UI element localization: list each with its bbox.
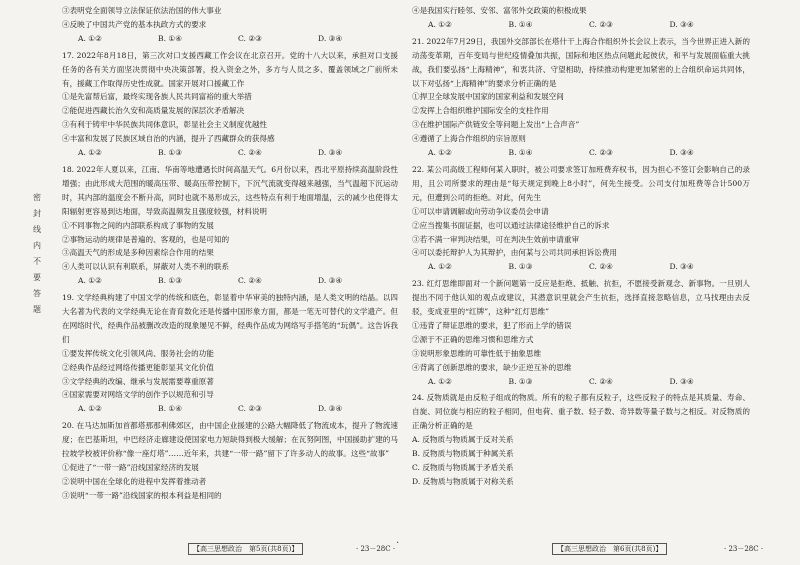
- answer-option: D. ③④: [318, 33, 343, 43]
- answer-option: C. ②③: [238, 33, 262, 43]
- left-text-line: 17. 2022年8月18日，第三次对口支援西藏工作会议在北京召开。党的十八大以来，承担对口支援任务的各有关方面坚决贯彻中央决策部署，投入资金之外，多方与人员之多、覆盖领域之广前所未有，援藏工作取得历史性成就。国家开展对口援藏工作: [62, 50, 398, 88]
- right-text-line: D. 反物质与物质属于对称关系: [412, 476, 514, 486]
- answer-option: D. ③④: [318, 404, 343, 414]
- answer-option: B. ①③: [158, 276, 183, 286]
- answer-option: C. ②③: [238, 404, 262, 414]
- left-text-line: 20. 在马达加斯加首都塔那那利佛郊区，由中国企业援建的公路大幅降低了物流成本，提升了物流速度；在巴基斯坦，中巴经济走廊建设使国家电力短缺得到极大缓解；在瓦努阿图，中国援助扩建的马拉坡学校被评价称“像一座灯塔”……近年来，共建“一带一路”留下了许多动人的故事。这些“故事”: [62, 421, 398, 459]
- right-column: [412, 4, 750, 489]
- right-text-line: ①捍卫全球发展中国家的国家利益和发展空间: [412, 92, 564, 102]
- binding-char: 密: [33, 193, 41, 202]
- right-text-line: ②源于不正确的思维习惯和思维方式: [412, 334, 534, 344]
- answer-option: D. ③④: [318, 276, 343, 286]
- binding-margin-text: [30, 190, 44, 318]
- right-text-line: ①可以申请调解或向劳动争议委员会申请: [412, 206, 549, 216]
- answer-option: B. ①④: [508, 148, 533, 158]
- left-text-line: ②事物运动的规律是普遍的、客观的，也是可知的: [62, 234, 230, 244]
- answer-option: B. ①③: [508, 262, 533, 272]
- left-text-line: ③文学经典的改编、继承与发展需要尊重原著: [62, 376, 214, 386]
- right-text-line: 24. 反物质就是由反粒子组成的物质。所有的粒子都有反粒子，这些反粒子的特点是其质量、寿命、自旋、同位旋与相应的粒子相同，但电荷、重子数、轻子数、奇异数等量子数与之相反。对反物质的正确分析正确的是: [412, 393, 750, 431]
- left-text-line: ④反映了中国共产党的基本执政方式的要求: [62, 19, 207, 29]
- answer-options: [62, 32, 398, 46]
- answer-option: A. ①②: [78, 404, 102, 414]
- answer-option: A. ①②: [428, 262, 452, 272]
- answer-option: B. ①③: [508, 376, 533, 386]
- answer-option: B. ①④: [158, 33, 183, 43]
- left-text-line: ②经典作品经过网络传播更能彰显其文化价值: [62, 362, 214, 372]
- left-text-line: ①不同事物之间的内部联系构成了事物的发展: [62, 220, 214, 230]
- answer-option: D. ③④: [318, 148, 343, 158]
- right-text-line: ④是我国实行睦邻、安邻、富邻外交政策的积极成果: [412, 6, 587, 15]
- right-text-line: A. 反物质与物质属于反对关系: [412, 435, 514, 445]
- left-text-line: 18. 2022年人夏以来，江南、华南等地遭遇长时间高温天气。6月份以来，西北平原持续高温阶段性增强；由此形成大范围的暖高压带、暖高压带控制下，下沉气流就变得越来越强，当气温超下沉运动时，其内部的温度会不断升高，同时也就不易形成云，这些特点有利于地面增温，云的减少也使得太阳辐射更容易到达地面，导致高温频发且强度较强，材料说明: [62, 164, 398, 216]
- answer-option: D. ③④: [669, 148, 694, 158]
- right-text-line: 22. 某公司高级工程师何某入职时，被公司要求签订加班费弃权书，因为担心不签订会影响自己的录用，且公司所要求的理由是“每天规定到晚上8小时”，何先生接受。公司支付加班费等合计500万元，但遭到公司的拒绝。对此，何先生: [412, 164, 750, 202]
- footer-left: [188, 544, 303, 554]
- page-label-right: 【高三思想政治 第6页(共8页)】: [552, 543, 667, 555]
- right-text-line: ④背离了创新思维的要求，缺少正逆互补的思维: [412, 362, 572, 372]
- center-fold-mark: ·: [396, 538, 400, 549]
- left-text-line: ①促进了“一带一路”沿线国家经济的发展: [62, 463, 199, 472]
- binding-char: 封: [33, 209, 41, 218]
- right-text-line: ①违背了辩证思维的要求，犯了形而上学的错误: [412, 320, 572, 330]
- left-text-line: ③高温天气的形成是多种因素综合作用的结果: [62, 248, 214, 258]
- answer-options: [62, 274, 398, 288]
- left-text-line: ④人类可以认识有利联系，屏蔽对人类不利的联系: [62, 262, 230, 272]
- answer-option: C. ②④: [238, 276, 262, 286]
- answer-option: A. ①②: [78, 148, 102, 158]
- answer-options: [412, 260, 750, 274]
- left-text-line: ③有利于铸牢中华民族共同体意识，彰显社会主义制度优越性: [62, 120, 268, 130]
- answer-options: [412, 18, 750, 32]
- answer-options: [412, 146, 750, 160]
- answer-option: B. ①③: [158, 148, 183, 158]
- binding-char: 线: [33, 225, 41, 234]
- answer-option: A. ①②: [78, 276, 102, 286]
- answer-option: D. ③④: [669, 19, 694, 29]
- answer-option: B. ①④: [158, 404, 183, 414]
- binding-char: 内: [33, 241, 41, 250]
- right-text-line: ②应当搜集书面证据，也可以通过法律途径维护自己的诉求: [412, 220, 610, 230]
- answer-option: A. ①②: [428, 376, 452, 386]
- binding-char: 不: [33, 257, 41, 266]
- answer-option: A. ①②: [78, 33, 102, 43]
- left-column: [62, 4, 398, 503]
- left-text-line: ②说明中国在全球化的进程中发挥着推动者: [62, 476, 207, 486]
- answer-option: C. ②③: [589, 19, 613, 29]
- right-text-line: ②发挥上合组织维护国际安全的支柱作用: [412, 106, 549, 116]
- answer-options: [62, 146, 398, 160]
- answer-options: [62, 402, 398, 416]
- answer-option: B. ①④: [508, 19, 533, 29]
- left-text-line: 19. 文学经典构建了中国文学的传统和底色，彰显着中华审美的独特内涵，是人类文明的结晶。以四大名著为代表的文学经典无论在青育数化还是传播中国形象方面，都是一笔无可替代的文学遗产。但在网络时代，经典作品被删改改造的现象屡见不鲜，经典作品成为网络写手搭笔的“玩偶”。这告诉我们: [62, 293, 398, 344]
- footer-right: [552, 544, 667, 554]
- left-text-line: ③表明党全面领导立法保证依法治国的伟大事业: [62, 6, 222, 15]
- binding-char: 题: [33, 305, 41, 314]
- answer-option: C. ②④: [589, 376, 613, 386]
- left-text-line: ②能促进西藏长治久安和高质量发展的深层次矛盾解决: [62, 106, 245, 116]
- right-text-line: ④可以委托辩护人为其辩护，由何某与公司共同承担诉讼费用: [412, 248, 618, 258]
- answer-option: A. ①②: [428, 148, 452, 158]
- binding-char: 答: [33, 289, 41, 298]
- left-text-line: ④丰富和发展了民族区域自治的内涵，提升了西藏群众的获得感: [62, 134, 275, 144]
- answer-option: A. ①②: [428, 19, 452, 29]
- right-text-line: ④遵循了上海合作组织的宗旨原则: [412, 134, 526, 144]
- binding-char: 要: [33, 273, 41, 282]
- answer-option: C. ②③: [589, 148, 613, 158]
- left-text-line: ④国家需要对网络文学的创作予以规范和引导: [62, 390, 214, 400]
- left-text-line: ①要发挥传统文化引领风尚、服务社会的功能: [62, 348, 214, 358]
- page-code-left: · 23－28C ·: [356, 545, 396, 553]
- right-text-line: 23. 红灯思维即面对一个新问题第一反应是拒绝、抵触、抗拒，不愿接受新观念、新事物。一旦别人提出不同于他认知的观点或建议，其潜意识里就会产生抗拒，选择直接忽略信息，立马找理由去反驳，变成亚里的“红牌”，这种“红灯思维”: [412, 279, 750, 317]
- answer-option: C. ②④: [238, 148, 262, 158]
- answer-option: C. ②④: [589, 262, 613, 272]
- right-text-line: ③若不满一审判决结果，可在判决生效前申请重审: [412, 234, 580, 244]
- page-code-right: · 23－28C ·: [724, 545, 764, 553]
- page-label-left: 【高三思想政治 第5页(共8页)】: [188, 543, 303, 555]
- answer-option: D. ③④: [669, 262, 694, 272]
- answer-option: D. ③④: [669, 376, 694, 386]
- answer-options: [412, 375, 750, 389]
- left-text-line: ③说明“一带一路”沿线国家的根本利益是相同的: [62, 490, 222, 500]
- right-text-line: ③说明形象思维的可靠性低于抽象思维: [412, 348, 542, 358]
- right-text-line: C. 反物质与物质属于矛盾关系: [412, 463, 514, 472]
- right-text-line: B. 反物质与物质属于种属关系: [412, 449, 514, 459]
- right-text-line: ③在维护国际产供链安全等问题上发出“上合声音”: [412, 120, 580, 130]
- left-text-line: ①是先富帮后富，最终实现各族人民共同富裕的重大举措: [62, 92, 252, 102]
- right-text-line: 21. 2022年7月29日，我国外交部部长在塔什干上海合作组织外长会议上表示，当今世界正进入新的动荡变革期，百年变局与世纪疫情叠加共振，国际和地区热点问题此起彼伏，和平与发展面临重大挑战，我们要弘扬“上海精神”，和衷共济、守望相助，持续推动构建更加紧密的上合组织命运共同体，以下对弘扬“上海精神”的要求分析正确的是: [412, 36, 750, 88]
